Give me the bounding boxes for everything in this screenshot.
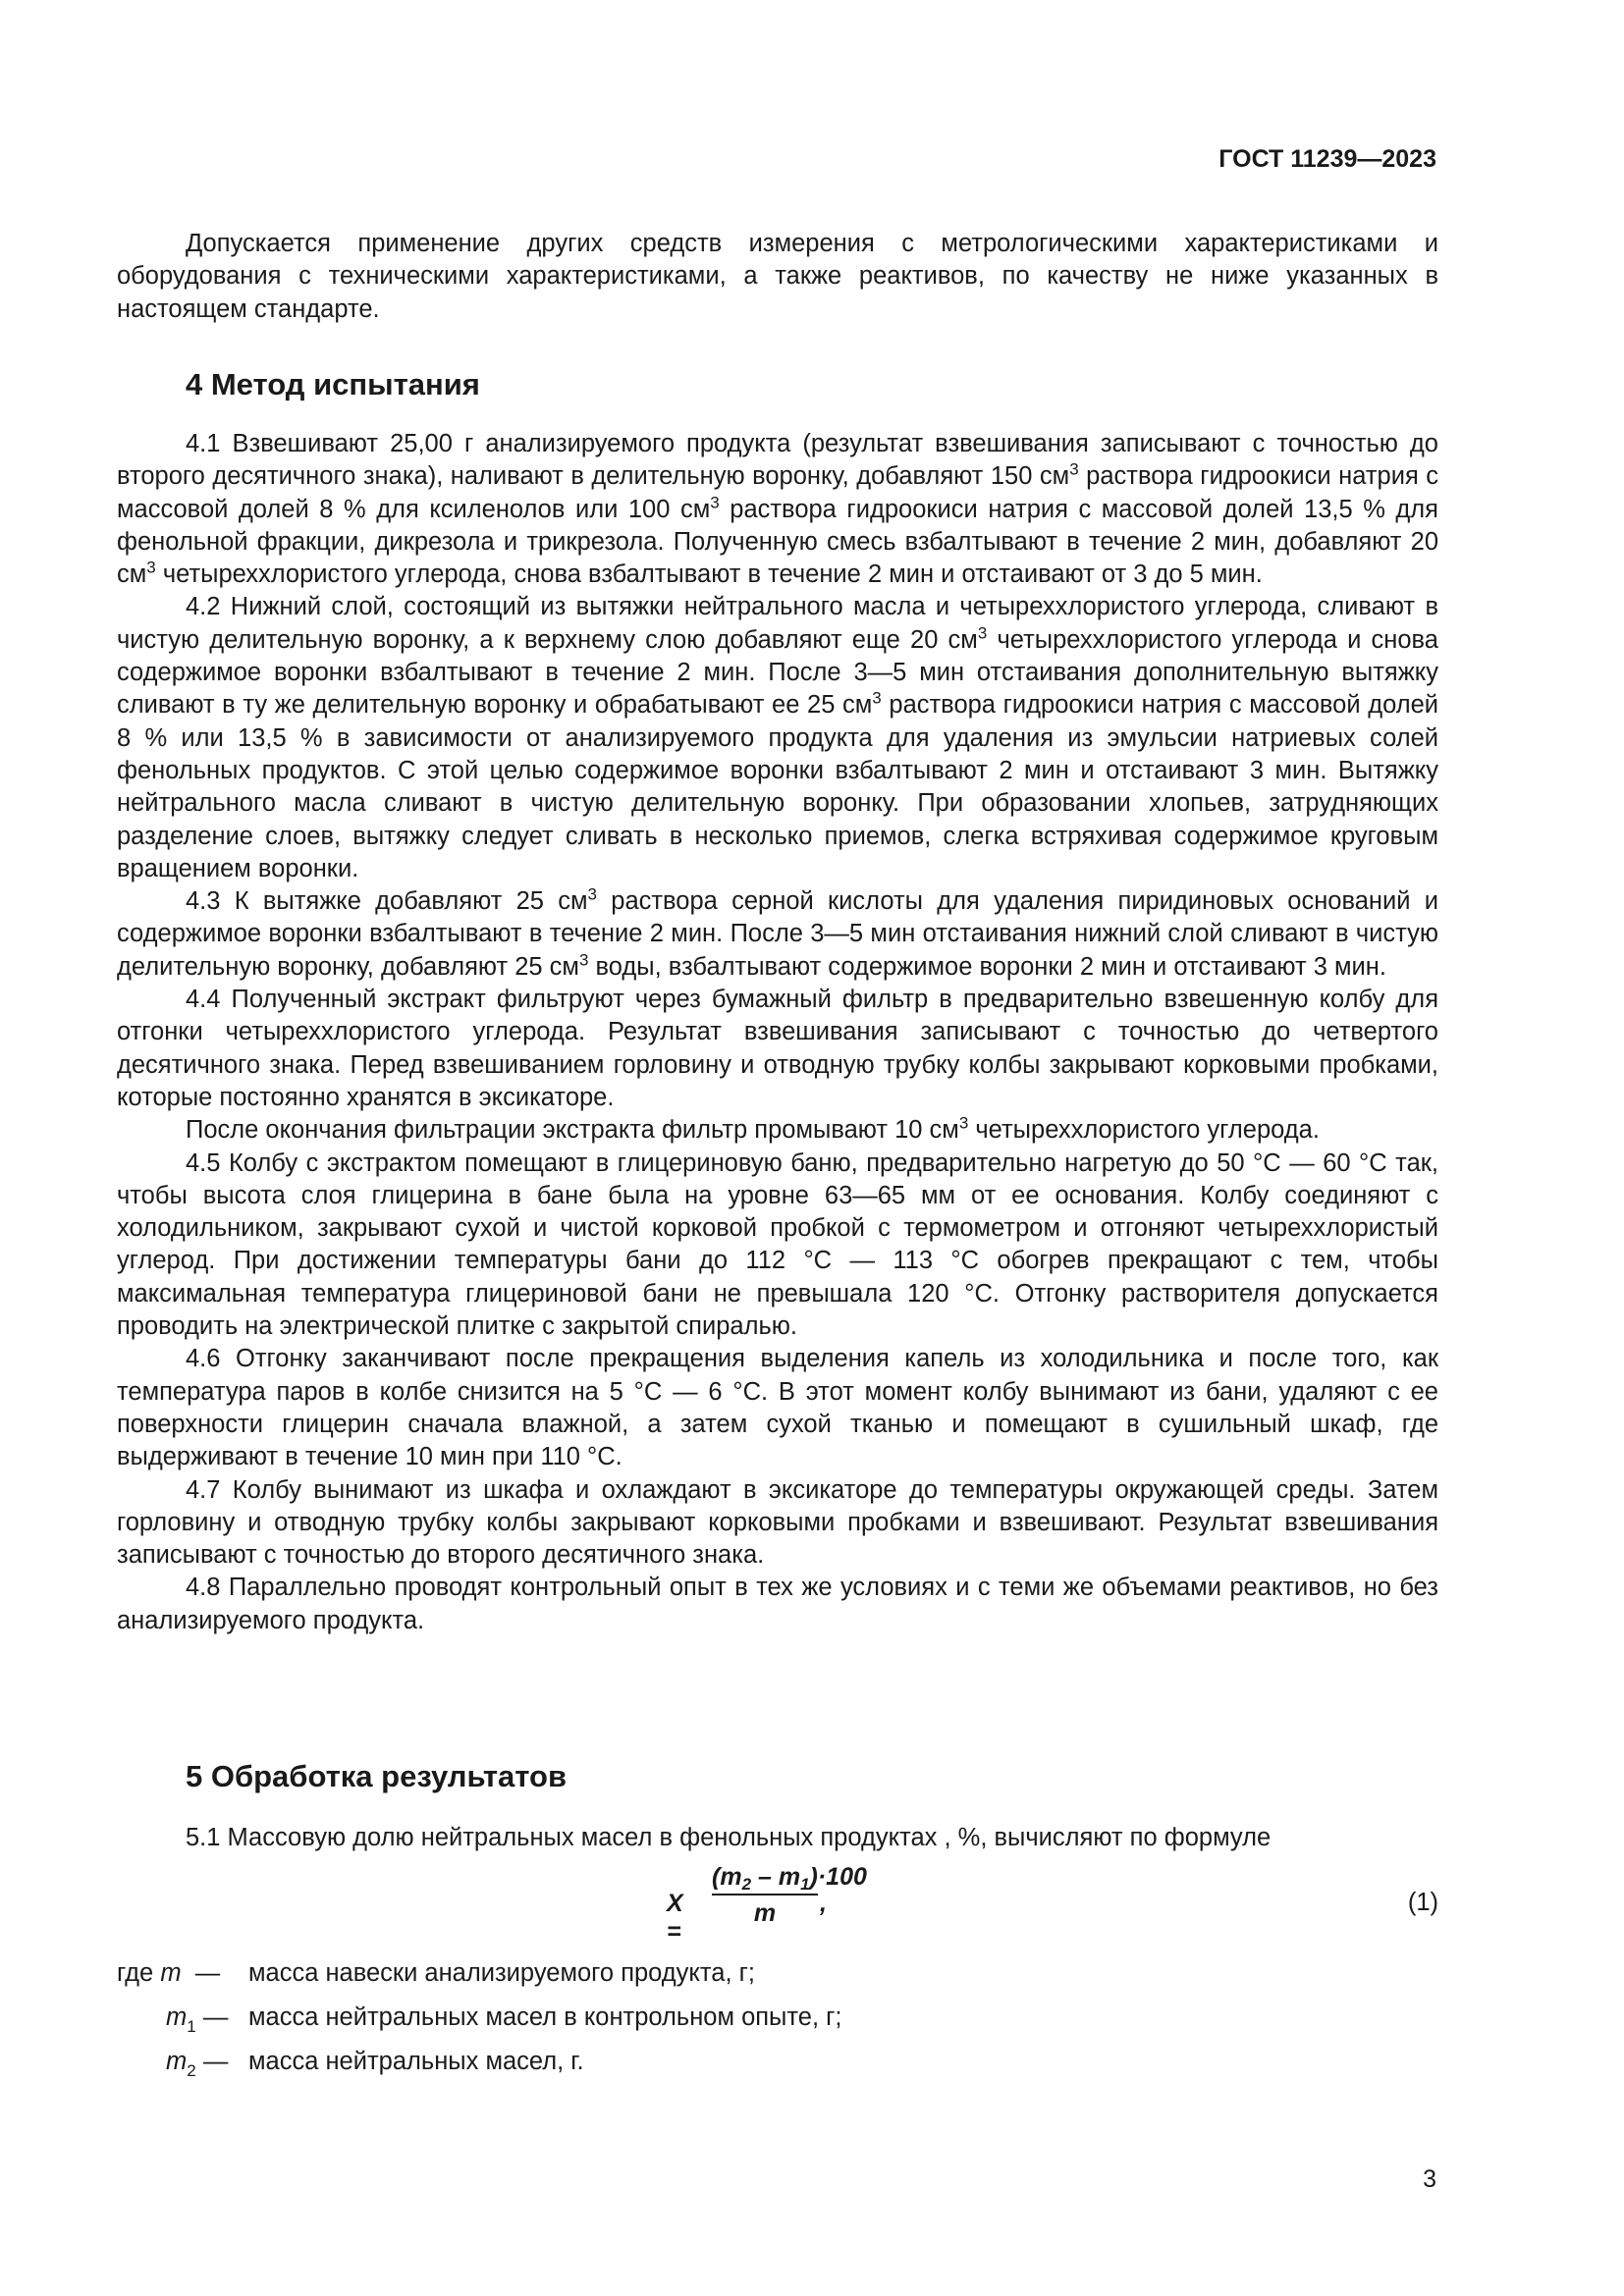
paragraph-4-4: 4.4 Полученный экстракт фильтруют через бумажный фильтр в предварительно взвешенную колбу для отгонки четыреххлористого углерода. Результат взвешивания записывают с точностью до четвертого десятичного знака. Перед взвешиванием горловину и отводную трубку колбы закрывают корковыми пробками, которые постоянно хранятся в эксикаторе. — [117, 986, 1438, 1111]
paragraph-4-1: 4.1 Взвешивают 25,00 г анализируемого продукта (результат взвешивания записывают с точностью до второго десятичного знака), наливают в делительную воронку, добавляют 150 $см^3$ раствора гидроокиси натрия с массовой долей 8 % для ксиленолов или 100 $см^3$ раствора гидроокиси натрия с массовой долей 13,5 % для фенольной фракции, дикрезола и трикрезола. Полученную смесь взбалтывают в течение 2 мин, добавляют 20 $см^3$ четыреххлористого углерода, снова взбалтывают в течение 2 мин и отстаивают от 3 до 5 мин. — [117, 430, 1439, 589]
formula-1 — [117, 1863, 1438, 1946]
paragraph-4-3: 4.3 К вытяжке добавляют 25 $см^3$ раствора серной кислоты для удаления пиридиновых оснований и содержимое воронки взбалтывают в течение 2 мин. После 3—5 мин отстаивания нижний слой сливают в чистую делительную воронку, добавляют 25 $см^3$ воды, взбалтывают содержимое воронки 2 мин и отстаивают 3 мин. — [117, 884, 1438, 981]
document-page: ГОСТ 11239—2023 Допускается применение других средств измерения с метрологическими характеристиками и оборудования с техническими характеристиками, а также реактивов, по качеству не ниже указанных в настоящем стандарте. 4 Метод испытания 4.1 Взвешивают 25,00 г анализируемого продукта (результат взвешивания записывают с точностью до второго десятичного знака), наливают в делительную воронку, добавляют 150 $см^3$ раствора гидроокиси натрия с массовой долей 8 % для ксиленолов или 100 $см^3$ раствора гидроокиси натрия с массовой долей 13,5 % для фенольной фракции, дикрезола и трикрезола. Полученную смесь взбалтывают в течение 2 мин, добавляют 20 $см^3$ четыреххлористого углерода, снова взбалтывают в течение 2 мин и отстаивают от 3 до 5 мин. 4.2 Нижний слой, состоящий из вытяжки нейтрального масла и четыреххлористого углерода, сливают в чистую делительную воронку, а к верхнему слою добавляют еще 20 $см^3$ четыреххлористого углерода и снова содержимое воронки взбалтывают в течение 2 мин. После 3—5 мин отстаивания дополнительную вытяжку сливают в ту же делительную воронку и обрабатывают ее 25 $см^3$ раствора гидроокиси натрия с массовой долей 8 % или 13,5 % в зависимости от анализируемого продукта для удаления из эмульсии натриевых солей фенольных продуктов. С этой целью содержимое воронки взбалтывают 2 мин и отстаивают 3 мин. Вытяжку нейтрального масла сливают в чистую делительную воронку. При образовании хлопьев, затрудняющих разделение слоев, вытяжку следует сливать в несколько приемов, слегка встряхивая содержимое круговым вращением воронки. 4.3 К вытяжке добавляют 25 $см^3$ раствора серной кислоты для удаления пиридиновых оснований и содержимое воронки взбалтывают в течение 2 мин. После 3—5 мин отстаивания нижний слой сливают в чистую делительную воронку, добавляют 25 $см^3$ воды, взбалтывают содержимое воронки 2 мин и отстаивают 3 мин. 4.4 Полученный экстракт фильтруют через бумажный фильтр в предварительно взвешенную колбу для отгонки четыреххлористого углерода. Результат взвешивания записывают с точностью до четвертого десятичного знака. Перед взвешиванием горловину и отводную трубку колбы закрывают корковыми пробками, которые постоянно хранятся в эксикаторе. После окончания фильтрации экстракта фильтр промывают 10 $см^3$ четыреххлористого углерода. 4.5 Колбу с экстрактом помещают в глицериновую баню, предварительно нагретую до 50 °С — 60 °С так, чтобы высота слоя глицерина в бане была на уровне 63—65 мм от ее основания. Колбу соединяют с холодильником, закрывают сухой и чистой корковой пробкой с термометром и отгоняют четыреххлористый углерод. При достижении температуры бани до 112 °С — 113 °С обогрев прекращают с тем, чтобы максимальная температура глицериновой бани не превышала 120 °С. Отгонку растворителя допускается проводить на электрической плитке с закрытой спиралью. 4.6 Отгонку заканчивают после прекращения выделения капель из холодильника и после того, как температура паров в колбе снизится на 5 °С — 6 °С. В этот момент колбу вынимают из бани, удаляют с ее поверхности глицерин сначала влажной, а затем сухой тканью и помещают в сушильный шкаф, где выдерживают в течение 10 мин при 110 °С. 4.7 Колбу вынимают из шкафа и охлаждают в эксикаторе до температуры окружающей среды. Затем горловину и отводную трубку колбы закрывают корковыми пробками и взвешивают. Результат взвешивания записывают с точностью до второго десятичного знака. 4.8 Параллельно проводят контрольный опыт в тех же условиях и с теми же объемами реактивов, но без анализируемого продукта. 5 Обработка результатов 5.1 Массовую долю нейтральных масел в фенольных продуктах , %, вычисляют по формуле X = $\frac{(m_2 - m_1)\cdot 100}{m}$ , (1) где m — масса навески анализируемого продукта, г; $m_1$ — масса нейтральных масел в контрольном опыте, г; $m_2$ — масса нейтральных масел, г. 3 — [117, 145, 1439, 2193]
paragraph-4-2: 4.2 Нижний слой, состоящий из вытяжки нейтрального масла и четыреххлористого углерода, сливают в чистую делительную воронку, а к верхнему слою добавляют еще 20 $см^3$ четыреххлористого углерода и снова содержимое воронки взбалтывают в течение 2 мин. После 3—5 мин отстаивания дополнительную вытяжку сливают в ту же делительную воронку и обрабатывают ее 25 $см^3$ раствора гидроокиси натрия с массовой долей 8 % или 13,5 % в зависимости от анализируемого продукта для удаления из эмульсии натриевых солей фенольных продуктов. С этой целью содержимое воронки взбалтывают 2 мин и отстаивают 3 мин. Вытяжку нейтрального масла сливают в чистую делительную воронку. При образовании хлопьев, затрудняющих разделение слоев, вытяжку следует сливать в несколько приемов, слегка встряхивая содержимое круговым вращением воронки. — [117, 593, 1439, 882]
paragraph-4-5: 4.5 Колбу с экстрактом помещают в глицериновую баню, предварительно нагретую до 50 °С — 60 °С так, чтобы высота слоя глицерина в бане была на уровне 63—65 мм от ее основания. Колбу соединяют с холодильником, закрывают сухой и чистой корковой пробкой с термометром и отгоняют четыреххлористый углерод. При достижении температуры бани до 112 °С — 113 °С обогрев прекращают с тем, чтобы максимальная температура глицериновой бани не превышала 120 °С. Отгонку растворителя допускается проводить на электрической плитке с закрытой спиралью. — [117, 1148, 1438, 1341]
section-4-title: 4 Метод испытания — [186, 367, 480, 401]
intro-block — [117, 228, 1438, 326]
paragraph-4-7: 4.7 Колбу вынимают из шкафа и охлаждают в эксикаторе до температуры окружающей среды. Затем горловину и отводную трубку колбы закрывают корковыми пробками и взвешивают. Результат взвешивания записывают с точностью до второго десятичного знака. — [117, 1475, 1438, 1570]
section-5-title: 5 Обработка результатов — [186, 1759, 568, 1793]
equation-number: (1) — [1407, 1889, 1438, 1916]
section-5-body — [117, 1822, 1438, 1854]
paragraph-5-1: 5.1 Массовую долю нейтральных масел в фенольных продуктах , %, вычисляют по формуле — [186, 1824, 1272, 1851]
paragraph-4-8: 4.8 Параллельно проводят контрольный опыт в тех же условиях и с теми же объемами реактивов, но без анализируемого продукта. — [117, 1574, 1438, 1634]
page-number: 3 — [1423, 2165, 1436, 2193]
paragraph-4-4-cont: После окончания фильтрации экстракта фильтр промывают 10 $см^3$ четыреххлористого углерода. — [186, 1113, 1320, 1145]
section-5 — [117, 1759, 1438, 1794]
formula-lhs: X = — [667, 1890, 683, 1946]
section-4 — [117, 367, 1438, 402]
section-4-body — [117, 428, 1438, 1637]
formula-fraction — [712, 1863, 867, 1928]
formula-comma: , — [820, 1890, 827, 1917]
document-header: ГОСТ 11239—2023 — [1218, 145, 1436, 173]
paragraph-4-6: 4.6 Отгонку заканчивают после прекращения выделения капель из холодильника и после того, как температура паров в колбе снизится на 5 °С — 6 °С. В этот момент колбу вынимают из бани, удаляют с ее поверхности глицерин сначала влажной, а затем сухой тканью и помещают в сушильный шкаф, где выдерживают в течение 10 мин при 110 °С. — [117, 1345, 1438, 1471]
formula-numerator: $(m_2 - m_1)\cdot 100$ — [712, 1863, 867, 1895]
intro-paragraph: Допускается применение других средств измерения с метрологическими характеристиками и оборудования с техническими характеристиками, а также реактивов, по качеству не ниже указанных в настоящем стандарте. — [117, 230, 1438, 323]
formula-denominator: m — [753, 1899, 777, 1927]
